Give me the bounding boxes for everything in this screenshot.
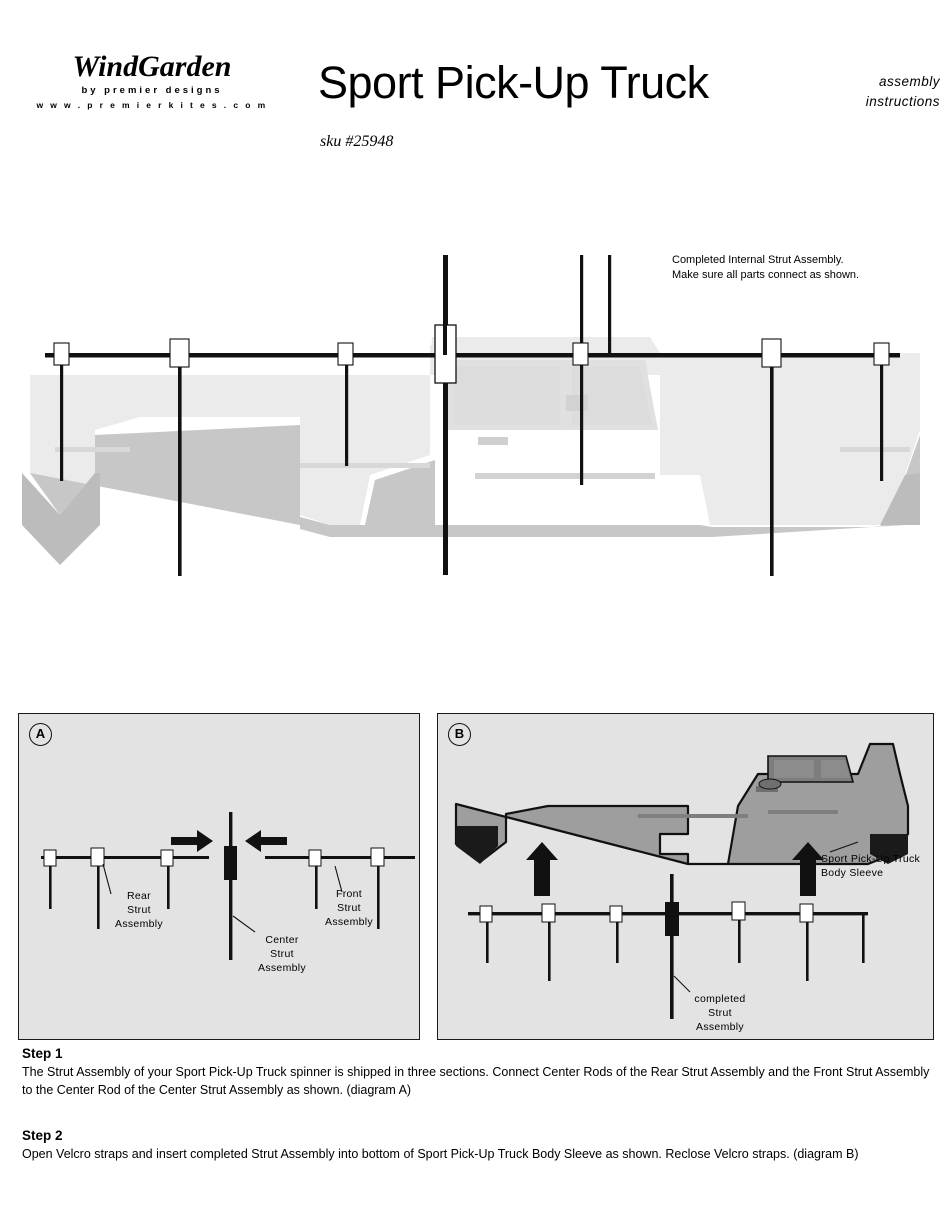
label-rear-line3: Assembly [115,918,163,931]
hero-note [672,253,859,283]
label-completed-line3: Assembly [696,1021,744,1034]
page-title: Sport Pick-Up Truck [318,57,709,108]
label-rear-line1: Rear [127,890,151,902]
label-front-line1: Front [335,888,362,900]
label-center-strut-assembly [237,933,327,976]
diagram-panel-a [18,713,420,1040]
step-1-heading: Step 1 [22,1046,63,1061]
label-front-line3: Assembly [325,916,373,929]
label-front-line2: Strut [337,902,361,915]
label-body-line1: Sport Pick-Up Truck [821,853,921,865]
label-completed-strut-assembly [674,992,766,1035]
panel-a-badge: A [29,723,52,746]
hero-note-line1: Completed Internal Strut Assembly. [672,254,844,266]
step-1-text: The Strut Assembly of your Sport Pick-Up Truck spinner is shipped in three sections. Connect Center Rods of the Rear Strut Assembly and the Front Strut Assembly to the Center Rod of the Center Strut Assembly as shown. (diagram A) [22,1065,930,1097]
brand-tagline: by premier designs [81,85,223,96]
label-center-line3: Assembly [258,962,306,975]
step-2-heading: Step 2 [22,1128,63,1143]
diagram-panel-b [437,713,934,1040]
label-completed-line2: Strut [708,1007,732,1020]
label-rear-strut-assembly [99,889,179,932]
label-center-line1: Center [265,934,299,946]
label-rear-line2: Strut [127,904,151,917]
label-completed-line1: completed [694,993,746,1005]
brand-logo [32,52,272,110]
hero-note-line2: Make sure all parts connect as shown. [672,268,860,281]
instructions-word: instructions [865,94,940,110]
sku-label: sku #25948 [320,133,394,150]
label-body-line2: Body Sleeve [821,867,884,880]
label-body-sleeve [821,852,936,880]
label-front-strut-assembly [309,887,389,930]
brand-name: WindGarden [72,50,232,83]
panel-b-badge: B [448,723,471,746]
step-2 [22,1128,930,1164]
label-center-line2: Strut [270,948,294,961]
step-2-text: Open Velcro straps and insert completed Strut Assembly into bottom of Sport Pick-Up Truck Body Sleeve as shown. Reclose Velcro straps. (diagram B) [22,1147,859,1161]
brand-website: w w w . p r e m i e r k i t e s . c o m [36,100,268,110]
assembly-word: assembly [878,74,940,89]
step-1 [22,1046,930,1100]
assembly-instructions-label [820,72,940,113]
